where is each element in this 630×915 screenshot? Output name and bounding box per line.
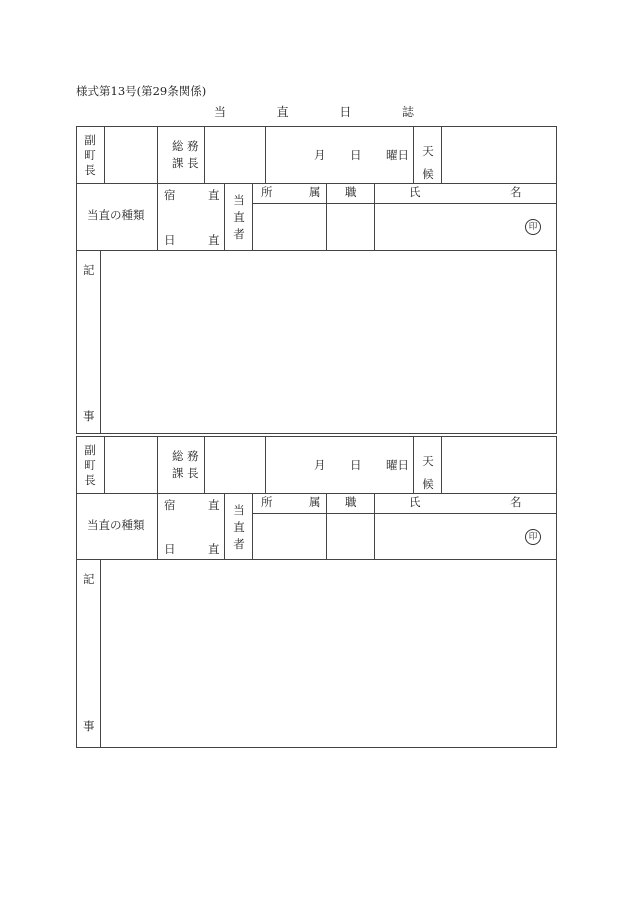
record-label-top: 記 (83, 263, 95, 277)
duty-person-label-cell (225, 184, 253, 251)
department-char1: 所 (261, 185, 273, 199)
record-label-cell (77, 251, 101, 433)
position-field[interactable] (327, 514, 375, 560)
position-label: 職 (345, 185, 357, 199)
vice-mayor-label-cell (77, 437, 105, 494)
weather-label-cell (414, 437, 442, 494)
duty-log-table-2 (76, 436, 557, 748)
name-field[interactable] (375, 514, 556, 560)
date-field[interactable] (266, 437, 414, 494)
duty-log-table-1 (76, 126, 557, 434)
position-header (327, 184, 375, 204)
title-char: 日 (339, 105, 352, 119)
night-duty-char2: 直 (208, 498, 220, 512)
vice-mayor-seal-field[interactable] (105, 127, 158, 184)
duty-type-label-cell (77, 184, 158, 251)
seal-mark-icon: 印 (525, 529, 541, 545)
weekday-label: 曜日 (386, 148, 409, 162)
position-header (327, 494, 375, 514)
general-affairs-label-line2: 課 長 (172, 156, 199, 170)
general-affairs-chief-label-cell (158, 437, 205, 494)
duty-person-label: 当直者 (233, 503, 245, 551)
day-duty-char1: 日 (164, 542, 176, 556)
general-affairs-label-line1: 総 務 (172, 449, 199, 463)
month-label: 月 (314, 148, 326, 162)
record-label-bottom: 事 (83, 719, 95, 733)
vice-mayor-label-cell (77, 127, 105, 184)
name-header (375, 494, 556, 514)
duty-type-options[interactable] (158, 184, 225, 251)
department-field[interactable] (253, 514, 327, 560)
department-field[interactable] (253, 204, 327, 251)
department-char2: 属 (309, 495, 321, 509)
day-duty-char2: 直 (208, 542, 220, 556)
day-label: 日 (350, 148, 362, 162)
form-number-label: 様式第13号(第29条関係) (76, 84, 207, 98)
title-char: 当 (214, 105, 227, 119)
document-title (214, 103, 414, 119)
duty-person-label: 当直者 (233, 193, 245, 241)
duty-type-options[interactable] (158, 494, 225, 560)
night-duty-char2: 直 (208, 188, 220, 202)
day-duty-char2: 直 (208, 233, 220, 247)
day-duty-char1: 日 (164, 233, 176, 247)
date-field[interactable] (266, 127, 414, 184)
name-char2: 名 (510, 185, 522, 199)
duty-type-label: 当直の種類 (87, 208, 145, 222)
record-field[interactable] (101, 560, 556, 747)
weather-field[interactable] (442, 127, 556, 184)
night-duty-char1: 宿 (164, 188, 176, 202)
general-affairs-label-line2: 課 長 (172, 466, 199, 480)
position-field[interactable] (327, 204, 375, 251)
general-affairs-chief-seal-field[interactable] (205, 127, 266, 184)
weekday-label: 曜日 (386, 458, 409, 472)
name-header (375, 184, 556, 204)
name-char1: 氏 (409, 185, 421, 199)
vice-mayor-label: 副町長 (84, 133, 96, 177)
weather-label-cell (414, 127, 442, 184)
department-header (253, 494, 327, 514)
title-char: 直 (276, 105, 289, 119)
general-affairs-chief-seal-field[interactable] (205, 437, 266, 494)
name-char2: 名 (510, 495, 522, 509)
night-duty-char1: 宿 (164, 498, 176, 512)
duty-type-label-cell (77, 494, 158, 560)
duty-type-label: 当直の種類 (87, 518, 145, 532)
duty-person-label-cell (225, 494, 253, 560)
seal-mark-icon: 印 (525, 219, 541, 235)
record-field[interactable] (101, 251, 556, 433)
weather-label: 天候 (422, 454, 434, 491)
position-label: 職 (345, 495, 357, 509)
general-affairs-chief-label-cell (158, 127, 205, 184)
department-header (253, 184, 327, 204)
weather-label: 天候 (422, 144, 434, 181)
day-label: 日 (350, 458, 362, 472)
general-affairs-label-line1: 総 務 (172, 139, 199, 153)
department-char2: 属 (309, 185, 321, 199)
month-label: 月 (314, 458, 326, 472)
title-char: 誌 (401, 105, 414, 119)
vice-mayor-seal-field[interactable] (105, 437, 158, 494)
name-field[interactable] (375, 204, 556, 251)
record-label-bottom: 事 (83, 409, 95, 423)
vice-mayor-label: 副町長 (84, 443, 96, 487)
record-label-top: 記 (83, 572, 95, 586)
record-label-cell (77, 560, 101, 747)
weather-field[interactable] (442, 437, 556, 494)
name-char1: 氏 (409, 495, 421, 509)
department-char1: 所 (261, 495, 273, 509)
